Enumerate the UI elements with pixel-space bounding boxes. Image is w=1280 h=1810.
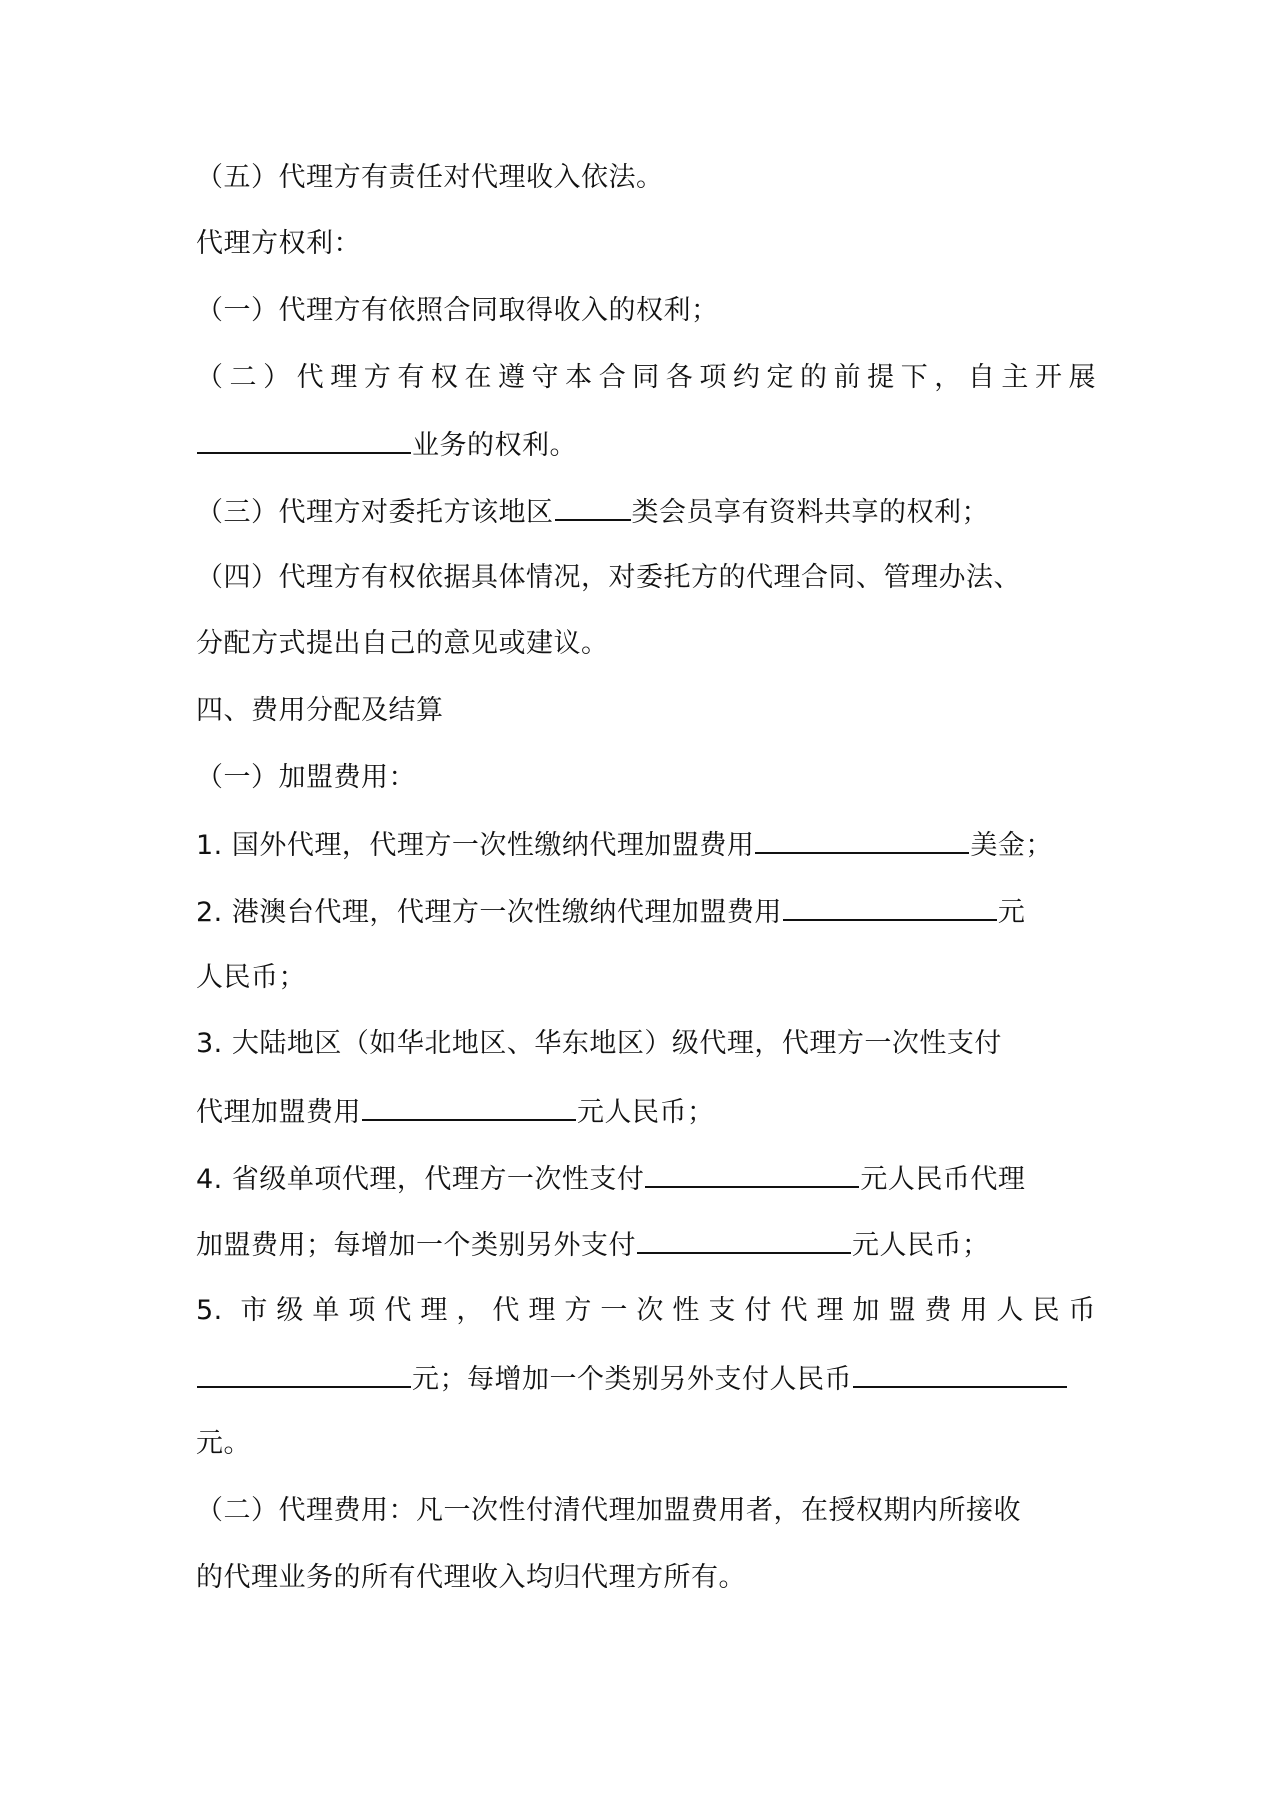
line-text: 4. 省级单项代理，代理方一次性支付 bbox=[196, 1164, 645, 1195]
subsection-agency-fee-line-1 bbox=[196, 1491, 1096, 1531]
line-text: 元人民币； bbox=[577, 1097, 715, 1128]
fee-item-4-line-2 bbox=[196, 1224, 1096, 1266]
fill-blank bbox=[637, 1224, 851, 1254]
line-text: （一）代理方有依照合同取得收入的权利； bbox=[196, 295, 719, 326]
fill-blank bbox=[197, 1358, 411, 1388]
fee-item-3-line-2 bbox=[196, 1091, 1096, 1133]
line-text: 元 bbox=[997, 897, 1026, 928]
line-text: 元。 bbox=[196, 1428, 251, 1459]
fill-blank bbox=[755, 824, 969, 854]
fee-item-2-line-1 bbox=[196, 891, 1096, 933]
line-text: 加盟费用；每增加一个类别另外支付 bbox=[196, 1230, 636, 1261]
line-text: 类会员享有资料共享的权利； bbox=[631, 497, 989, 528]
right-3 bbox=[196, 491, 1096, 533]
line-text: 美金； bbox=[970, 830, 1053, 861]
line-text: 1. 国外代理，代理方一次性缴纳代理加盟费用 bbox=[196, 830, 755, 861]
line-text: 元人民币； bbox=[852, 1230, 990, 1261]
fee-item-1 bbox=[196, 824, 1096, 866]
line-text: 分配方式提出自己的意见或建议。 bbox=[196, 628, 609, 659]
clause-5-responsibility bbox=[196, 158, 1096, 198]
line-text: （二）代理费用：凡一次性付清代理加盟费用者，在授权期内所接收 bbox=[196, 1495, 1021, 1526]
right-2-line-1 bbox=[196, 358, 1096, 398]
line-text: （四）代理方有权依据具体情况，对委托方的代理合同、管理办法、 bbox=[196, 562, 1021, 593]
fill-blank bbox=[853, 1358, 1067, 1388]
right-4-line-1 bbox=[196, 558, 1096, 598]
right-4-line-2 bbox=[196, 624, 1096, 664]
line-text: （一）加盟费用： bbox=[196, 762, 416, 793]
line-text: （三）代理方对委托方该地区 bbox=[196, 497, 554, 528]
section-heading-agent-rights bbox=[196, 224, 1096, 264]
line-text: 5. 市级单项代理，代理方一次性支付代理加盟费用人民币 bbox=[196, 1295, 1096, 1326]
fill-blank bbox=[783, 891, 997, 921]
section-heading-fees bbox=[196, 691, 1096, 731]
right-2-line-2 bbox=[196, 424, 1096, 466]
fee-item-2-line-2 bbox=[196, 958, 1096, 998]
line-text: 2. 港澳台代理，代理方一次性缴纳代理加盟费用 bbox=[196, 897, 782, 928]
fill-blank bbox=[645, 1158, 859, 1188]
line-text: 业务的权利。 bbox=[412, 430, 577, 461]
line-text: 四、费用分配及结算 bbox=[196, 695, 444, 726]
subsection-franchise-fee bbox=[196, 758, 1096, 798]
subsection-agency-fee-line-2 bbox=[196, 1558, 1096, 1598]
line-text: 代理加盟费用 bbox=[196, 1097, 361, 1128]
fee-item-4-line-1 bbox=[196, 1158, 1096, 1200]
fee-item-5-line-3 bbox=[196, 1424, 1096, 1464]
right-1 bbox=[196, 291, 1096, 331]
line-text: 的代理业务的所有代理收入均归代理方所有。 bbox=[196, 1562, 746, 1593]
line-text: 人民币； bbox=[196, 962, 306, 993]
fill-blank bbox=[362, 1091, 576, 1121]
line-text: 代理方权利： bbox=[196, 228, 361, 259]
line-text: 元人民币代理 bbox=[860, 1164, 1026, 1195]
line-text: （二）代理方有权在遵守本合同各项约定的前提下，自主开展 bbox=[196, 362, 1096, 393]
line-text: 元；每增加一个类别另外支付人民币 bbox=[412, 1364, 852, 1395]
fee-item-3-line-1 bbox=[196, 1024, 1096, 1064]
fill-blank bbox=[555, 491, 631, 521]
fee-item-5-line-1 bbox=[196, 1291, 1096, 1331]
fill-blank bbox=[197, 424, 411, 454]
line-text: 3. 大陆地区（如华北地区、华东地区）级代理，代理方一次性支付 bbox=[196, 1028, 1002, 1059]
fee-item-5-line-2 bbox=[196, 1358, 1096, 1400]
line-text: （五）代理方有责任对代理收入依法。 bbox=[196, 162, 664, 193]
